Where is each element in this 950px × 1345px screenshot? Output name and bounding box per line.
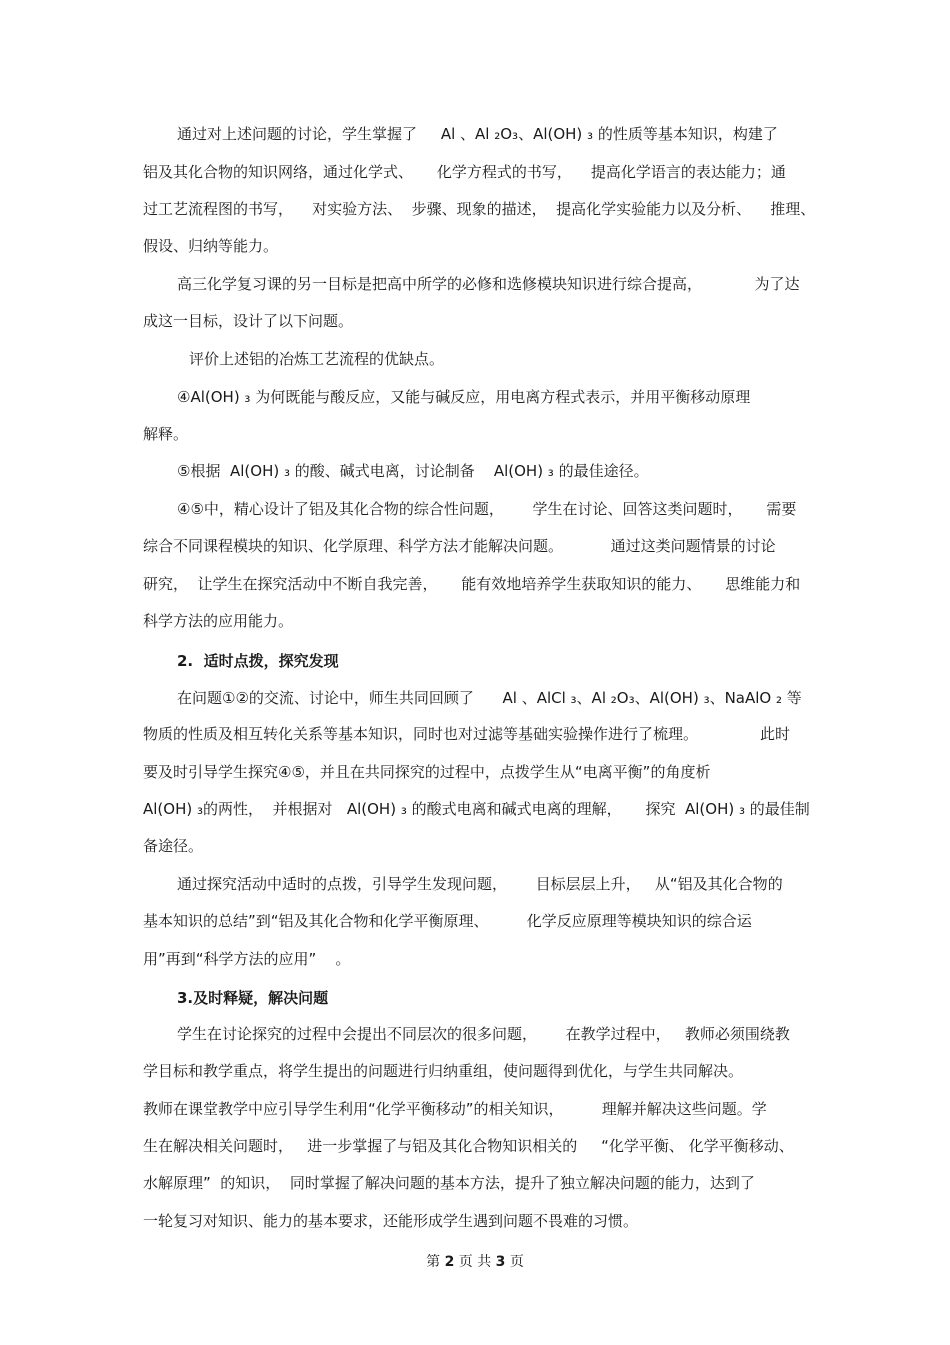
text-line: 综合不同课程模块的知识、化学原理、科学方法才能解决问题。 通过这类问题情景的讨论 xyxy=(143,537,776,555)
page-number: 2 xyxy=(444,1254,455,1270)
text-line: 高三化学复习课的另一目标是把高中所学的必修和选修模块知识进行综合提高， 为了达 xyxy=(177,275,800,293)
question-4: ④Al(OH) ₃ 为何既能与酸反应，又能与碱反应，用电离方程式表示，并用平衡移动原理 xyxy=(177,388,751,406)
text-line: 要及时引导学生探究④⑤，并且在共同探究的过程中，点拨学生从“电离平衡”的角度析 xyxy=(143,763,711,781)
page-footer xyxy=(0,1251,950,1271)
text-line: 物质的性质及相互转化关系等基本知识，同时也对过滤等基础实验操作进行了梳理。 此时 xyxy=(143,725,790,743)
text-line: ④⑤中，精心设计了铝及其化合物的综合性问题， 学生在讨论、回答这类问题时， 需要 xyxy=(177,500,797,518)
text-line: 铝及其化合物的知识网络，通过化学式、 化学方程式的书写， 提高化学语言的表达能力；通 xyxy=(143,163,786,181)
text-line: 在问题①②的交流、讨论中，师生共同回顾了 Al 、AlCl ₃、Al ₂O₃、Al(OH) ₃、NaAlO ₂ 等 xyxy=(177,689,802,707)
text-line: 假设、归纳等能力。 xyxy=(143,237,279,255)
text-line: 学生在讨论探究的过程中会提出不同层次的很多问题， 在教学过程中， 教师必须围绕教 xyxy=(177,1025,790,1043)
question-3: 评价上述铝的冶炼工艺流程的优缺点。 xyxy=(189,350,445,368)
text-line: 过工艺流程图的书写， 对实验方法、 步骤、现象的描述， 提高化学实验能力以及分析、 推理、 xyxy=(143,200,816,218)
question-5: ⑤根据 Al(OH) ₃ 的酸、碱式电离，讨论制备 Al(OH) ₃ 的最佳途径。 xyxy=(177,462,649,480)
text-line: 科学方法的应用能力。 xyxy=(143,612,294,630)
section-3-heading: 3.及时释疑，解决问题 xyxy=(177,989,329,1007)
text-line: 教师在课堂教学中应引导学生利用“化学平衡移动”的相关知识， 理解并解决这些问题。学 xyxy=(143,1100,767,1118)
text-line: 生在解决相关问题时， 进一步掌握了与铝及其化合物知识相关的 “化学平衡、 化学平衡移动、 xyxy=(143,1137,794,1155)
text-line: Al(OH) ₃的两性， 并根据对 Al(OH) ₃ 的酸式电离和碱式电离的理解， 探究 Al(OH) ₃ 的最佳制 xyxy=(143,800,810,818)
text-line: 通过探究活动中适时的点拨，引导学生发现问题， 目标层层上升， 从“铝及其化合物的 xyxy=(177,875,783,893)
text-line: 解释。 xyxy=(143,425,189,443)
section-2-heading: 2. 适时点拨，探究发现 xyxy=(177,652,339,670)
footer-suffix: 页 xyxy=(505,1254,524,1270)
text-line: 水解原理” 的知识， 同时掌握了解决问题的基本方法，提升了独立解决问题的能力，达到了 xyxy=(143,1174,755,1192)
text-line: 一轮复习对知识、能力的基本要求，还能形成学生遇到问题不畏难的习惯。 xyxy=(143,1212,639,1230)
footer-middle: 页 共 xyxy=(454,1254,496,1270)
text-line: 成这一目标，设计了以下问题。 xyxy=(143,312,354,330)
footer-prefix: 第 xyxy=(426,1254,445,1270)
page-total: 3 xyxy=(495,1254,506,1270)
text-line: 通过对上述问题的讨论，学生掌握了 Al 、Al ₂O₃、Al(OH) ₃ 的性质等基本知识，构建了 xyxy=(177,125,778,143)
text-line: 学目标和教学重点，将学生提出的问题进行归纳重组，使问题得到优化，与学生共同解决。 xyxy=(143,1062,744,1080)
text-line: 用”再到“科学方法的应用” 。 xyxy=(143,950,351,968)
text-line: 基本知识的总结”到“铝及其化合物和化学平衡原理、 化学反应原理等模块知识的综合运 xyxy=(143,912,752,930)
text-line: 研究， 让学生在探究活动中不断自我完善， 能有效地培养学生获取知识的能力、 思维能力和 xyxy=(143,575,801,593)
text-line: 备途径。 xyxy=(143,837,204,855)
